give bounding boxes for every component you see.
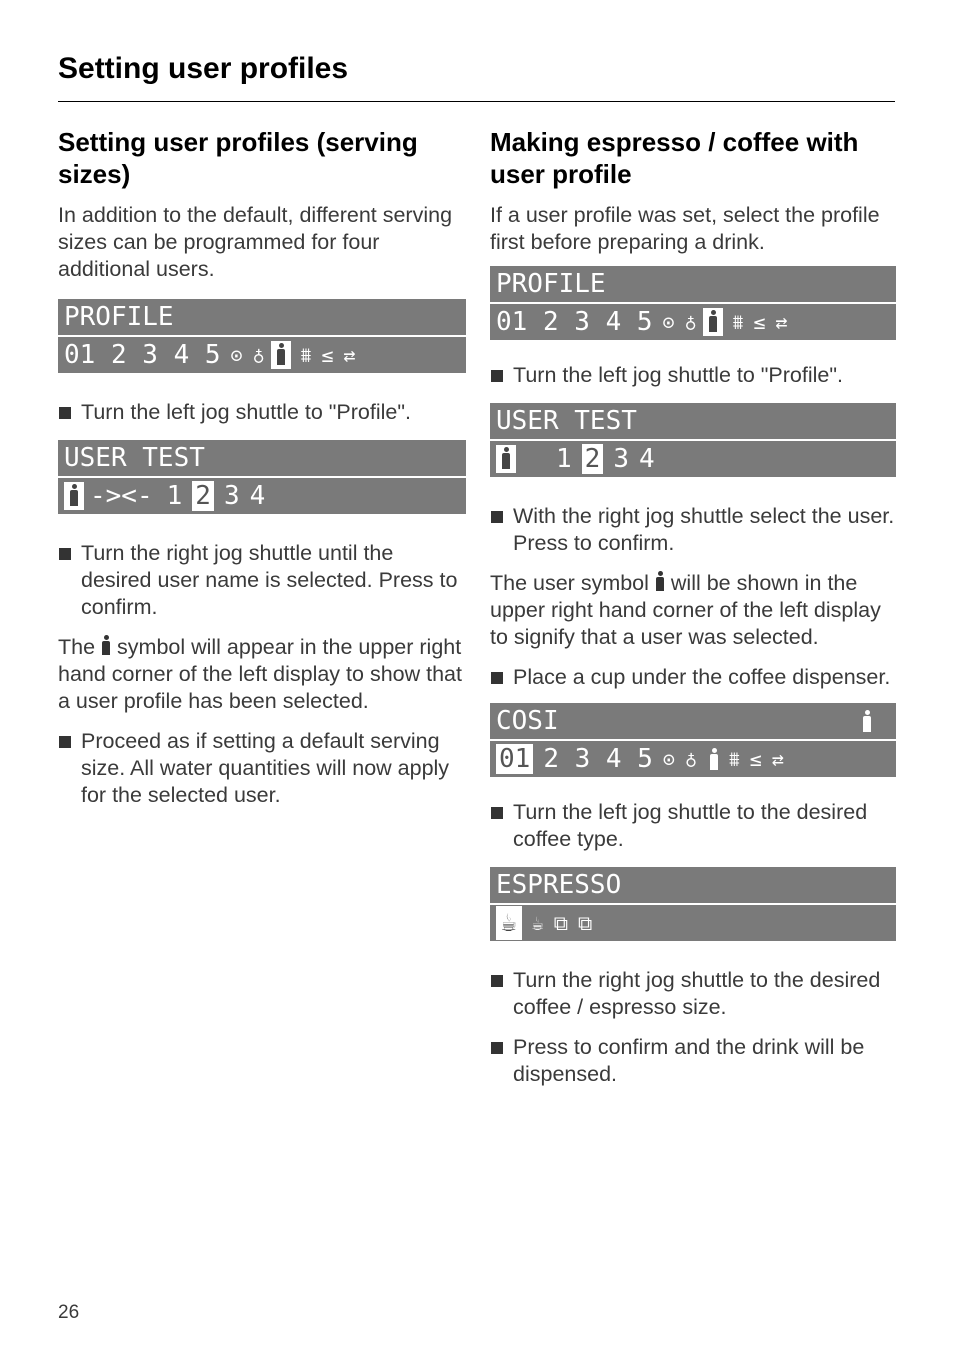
right-step-5: Turn the right jog shuttle to the desired coffee / espresso size. [490,967,896,1021]
right-step-3: Place a cup under the coffee dispenser. [490,664,896,691]
display-title: PROFILE [64,302,174,332]
display-title: ESPRESSO [496,870,622,900]
display-title: COSI [496,706,559,736]
display-title: PROFILE [496,269,606,299]
left-note [58,634,466,715]
cup-icon: ♁ [684,310,697,334]
right-heading: Making espresso / coffee with user profile [490,127,859,189]
display-profile-numbers: 01 2 3 4 5 [64,340,221,370]
settings-icon: ⇄ [771,747,784,771]
right-column [490,126,896,1088]
steam-icon: ≤ [321,343,334,367]
user-number: 3 [613,444,629,474]
right-intro: If a user profile was set, select the profile first before preparing a drink. [490,203,880,254]
user-icon [496,445,516,473]
user-icon [709,746,719,772]
display-title: USER TEST [64,443,205,473]
settings-icon: ⇄ [775,310,788,334]
page-number: 26 [58,1302,80,1323]
user-number: 1 [166,481,183,511]
user-icon [64,482,84,510]
user-number: 3 [223,481,240,511]
dispenser-icon: ⩩ [728,747,740,771]
steam-icon: ≤ [753,310,766,334]
left-column [58,126,466,809]
right-step-4: Turn the left jog shuttle to the desired coffee type. [490,799,896,853]
display-title: USER TEST [496,406,637,436]
steam-icon: ≤ [749,747,762,771]
left-step-2: Turn the right jog shuttle until the desired user name is selected. Press to confirm. [58,540,466,621]
right-note [490,570,896,651]
user-icon [862,708,872,734]
settings-icon: ⇄ [343,343,356,367]
profile-display [490,266,896,340]
cup-icon: ♁ [684,747,697,771]
espresso-display [490,867,896,941]
cup-icon: ♁ [252,343,265,367]
note-pre: The [58,635,96,659]
note-pre: The user symbol [490,571,649,595]
user-icon [271,341,291,369]
timer-icon: ⊙ [230,343,243,367]
user-number: 1 [556,444,572,474]
move-arrows: -><- [90,481,153,511]
dispenser-icon: ⩩ [732,310,744,334]
double-cup-icon: ⧉ [553,911,568,935]
dispenser-icon: ⩩ [300,343,312,367]
left-step-1: Turn the left jog shuttle to "Profile". [58,399,466,426]
coffee-cup-icon: ☕ [531,911,544,935]
title-rule [58,101,895,102]
espresso-cup-icon: ☕ [496,906,522,940]
display-profile-numbers: 01 2 3 4 5 [496,307,653,337]
timer-icon: ⊙ [662,747,675,771]
user-number-selected: 2 [192,481,214,511]
user-number-selected: 2 [582,444,604,474]
right-step-6: Press to confirm and the drink will be dispensed. [490,1034,896,1088]
double-coffee-icon: ⧉ [577,911,593,935]
note-post: symbol will appear in the upper right hand corner of the left display to show that a user profile has been selected. [58,635,462,713]
coffee-display [490,703,896,777]
user-number: 4 [638,444,655,474]
user-number: 4 [249,481,266,511]
right-step-1: Turn the left jog shuttle to "Profile". [490,362,896,389]
user-display [58,440,466,514]
user-icon [101,635,111,657]
left-heading: Setting user profiles (serving sizes) [58,127,418,189]
right-step-2: With the right jog shuttle select the user. Press to confirm. [490,503,896,557]
user-icon [703,308,723,336]
user-icon [655,571,665,593]
display-profile-numbers: 2 3 4 5 [543,744,653,774]
profile-selected: 01 [496,744,533,774]
note-post: will be shown in the upper right hand corner of the left display to signify that a user was selected. [490,571,881,649]
left-step-3: Proceed as if setting a default serving size. All water quantities will now apply for the selected user. [58,728,466,809]
profile-display [58,299,466,373]
timer-icon: ⊙ [662,310,675,334]
user-display [490,403,896,477]
left-intro: In addition to the default, different serving sizes can be programmed for four additional users. [58,203,453,281]
page-title: Setting user profiles [58,52,349,85]
